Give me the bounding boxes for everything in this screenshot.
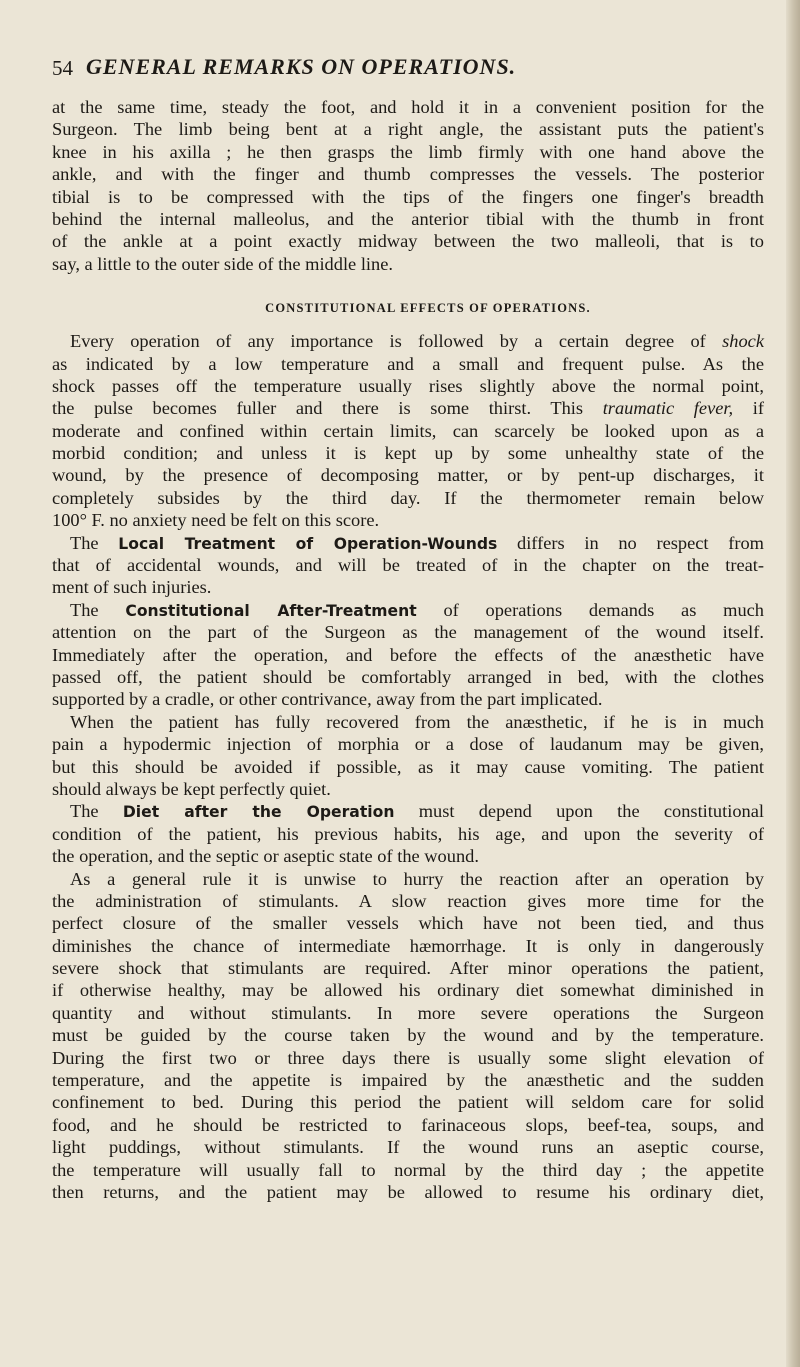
text-line: at the same time, steady the foot, and hold it in a convenient position for the xyxy=(52,97,764,117)
text-line: behind the internal malleolus, and the anterior tibial with the thumb in front xyxy=(52,208,764,229)
emphasis-traumatic-fever: traumatic fever, xyxy=(602,398,734,419)
text-line: severe shock that stimulants are required. After minor operations the patient, xyxy=(52,958,764,979)
text-line: temperature, and the appetite is impaired by the anæsthetic and the sudden xyxy=(52,1070,764,1091)
text-line: light puddings, without stimulants. If the wound runs an aseptic course, xyxy=(52,1137,764,1158)
text-run: The xyxy=(70,532,99,553)
text-line: food, and he should be restricted to farinaceous slops, beef-tea, soups, and xyxy=(52,1114,764,1135)
bold-heading-local-treatment: Local Treatment of Operation-Wounds xyxy=(118,534,498,553)
text-line: of the ankle at a point exactly midway between the two malleoli, that is to xyxy=(52,231,764,252)
text-line: moderate and confined within certain limits, can scarcely be looked upon as a xyxy=(52,420,764,441)
text-line: During the first two or three days there is usually some slight elevation of xyxy=(52,1047,764,1068)
text-line: shock passes off the temperature usually rises slightly above the normal point, xyxy=(52,375,764,396)
text-line xyxy=(52,330,764,352)
text-line: must be guided by the course taken by the wound and by the temperature. xyxy=(52,1025,764,1046)
text-line xyxy=(52,397,764,419)
text-line: the operation, and the septic or aseptic state of the wound. xyxy=(52,846,479,867)
text-line xyxy=(52,532,764,554)
text-line: then returns, and the patient may be allowed to resume his ordinary diet, xyxy=(52,1181,764,1202)
text-line: knee in his axilla ; he then grasps the limb firmly with one hand above the xyxy=(52,141,764,162)
text-line: but this should be avoided if possible, as it may cause vomiting. The patient xyxy=(52,756,764,777)
text-line: as indicated by a low temperature and a small and frequent pulse. As the xyxy=(52,353,764,374)
text-line: condition of the patient, his previous habits, his age, and upon the severity of xyxy=(52,823,764,844)
text-line: ment of such injuries. xyxy=(52,577,212,598)
text-run: differs in no respect from xyxy=(517,532,764,553)
text-line: Surgeon. The limb being bent at a right angle, the assistant puts the patient's xyxy=(52,119,764,140)
text-line: that of accidental wounds, and will be treated of in the chapter on the treat- xyxy=(52,555,764,576)
text-line: should always be kept perfectly quiet. xyxy=(52,778,331,799)
text-line: ankle, and with the finger and thumb compresses the vessels. The posterior xyxy=(52,164,764,185)
text-run: of operations demands as much xyxy=(443,599,764,620)
body-text xyxy=(52,96,764,1203)
page-header xyxy=(52,50,752,78)
text-line xyxy=(52,599,764,621)
text-line: passed off, the patient should be comfortably arranged in bed, with the clothes xyxy=(52,666,764,687)
text-line: completely subsides by the third day. If the thermometer remain below xyxy=(52,487,764,508)
bold-heading-constitutional-after-treatment: Constitutional After-Treatment xyxy=(125,601,417,620)
text-line: quantity and without stimulants. In more severe operations the Surgeon xyxy=(52,1002,764,1023)
text-line xyxy=(52,800,764,822)
text-line: Immediately after the operation, and before the effects of the anæsthetic have xyxy=(52,644,764,665)
text-line: the administration of stimulants. A slow reaction gives more time for the xyxy=(52,890,764,911)
text-line: When the patient has fully recovered from the anæsthetic, if he is in much xyxy=(70,711,764,732)
text-line: As a general rule it is unwise to hurry the reaction after an operation by xyxy=(70,868,764,889)
text-line: diminishes the chance of intermediate hæmorrhage. It is only in dangerously xyxy=(52,935,764,956)
bold-heading-diet: Diet after the Operation xyxy=(122,803,395,822)
text-line: tibial is to be compressed with the tips of the fingers one finger's breadth xyxy=(52,186,764,207)
text-run: must depend upon the constitutional xyxy=(418,801,764,822)
text-line: confinement to bed. During this period the patient will seldom care for solid xyxy=(52,1092,764,1113)
page-edge-shadow xyxy=(786,0,800,1367)
text-run: The xyxy=(70,801,99,822)
text-line: supported by a cradle, or other contrivance, away from the part implicated. xyxy=(52,689,603,710)
page-number: 54 xyxy=(52,56,73,80)
text-line: wound, by the presence of decomposing matter, or by pent-up discharges, it xyxy=(52,465,764,486)
text-line: attention on the part of the Surgeon as the management of the wound itself. xyxy=(52,622,764,643)
section-heading: CONSTITUTIONAL EFFECTS OF OPERATIONS. xyxy=(265,301,591,316)
text-run: Every operation of any importance is followed by a certain degree of xyxy=(70,331,706,352)
text-line: 100° F. no anxiety need be felt on this score. xyxy=(52,510,380,531)
text-line: perfect closure of the smaller vessels which have not been tied, and thus xyxy=(52,913,764,934)
text-line: pain a hypodermic injection of morphia or a dose of laudanum may be given, xyxy=(52,734,764,755)
text-run: The xyxy=(70,599,99,620)
text-line: if otherwise healthy, may be allowed his ordinary diet somewhat diminished in xyxy=(52,980,764,1001)
text-line: the temperature will usually fall to normal by the third day ; the appetite xyxy=(52,1159,764,1180)
text-run: the pulse becomes fuller and there is some thirst. This xyxy=(52,398,584,419)
emphasis-shock: shock xyxy=(722,331,764,352)
text-run: if xyxy=(752,398,764,419)
text-line: say, a little to the outer side of the middle line. xyxy=(52,253,393,274)
running-head: GENERAL REMARKS ON OPERATIONS. xyxy=(86,54,517,79)
text-line: morbid condition; and unless it is kept up by some unhealthy state of the xyxy=(52,443,764,464)
